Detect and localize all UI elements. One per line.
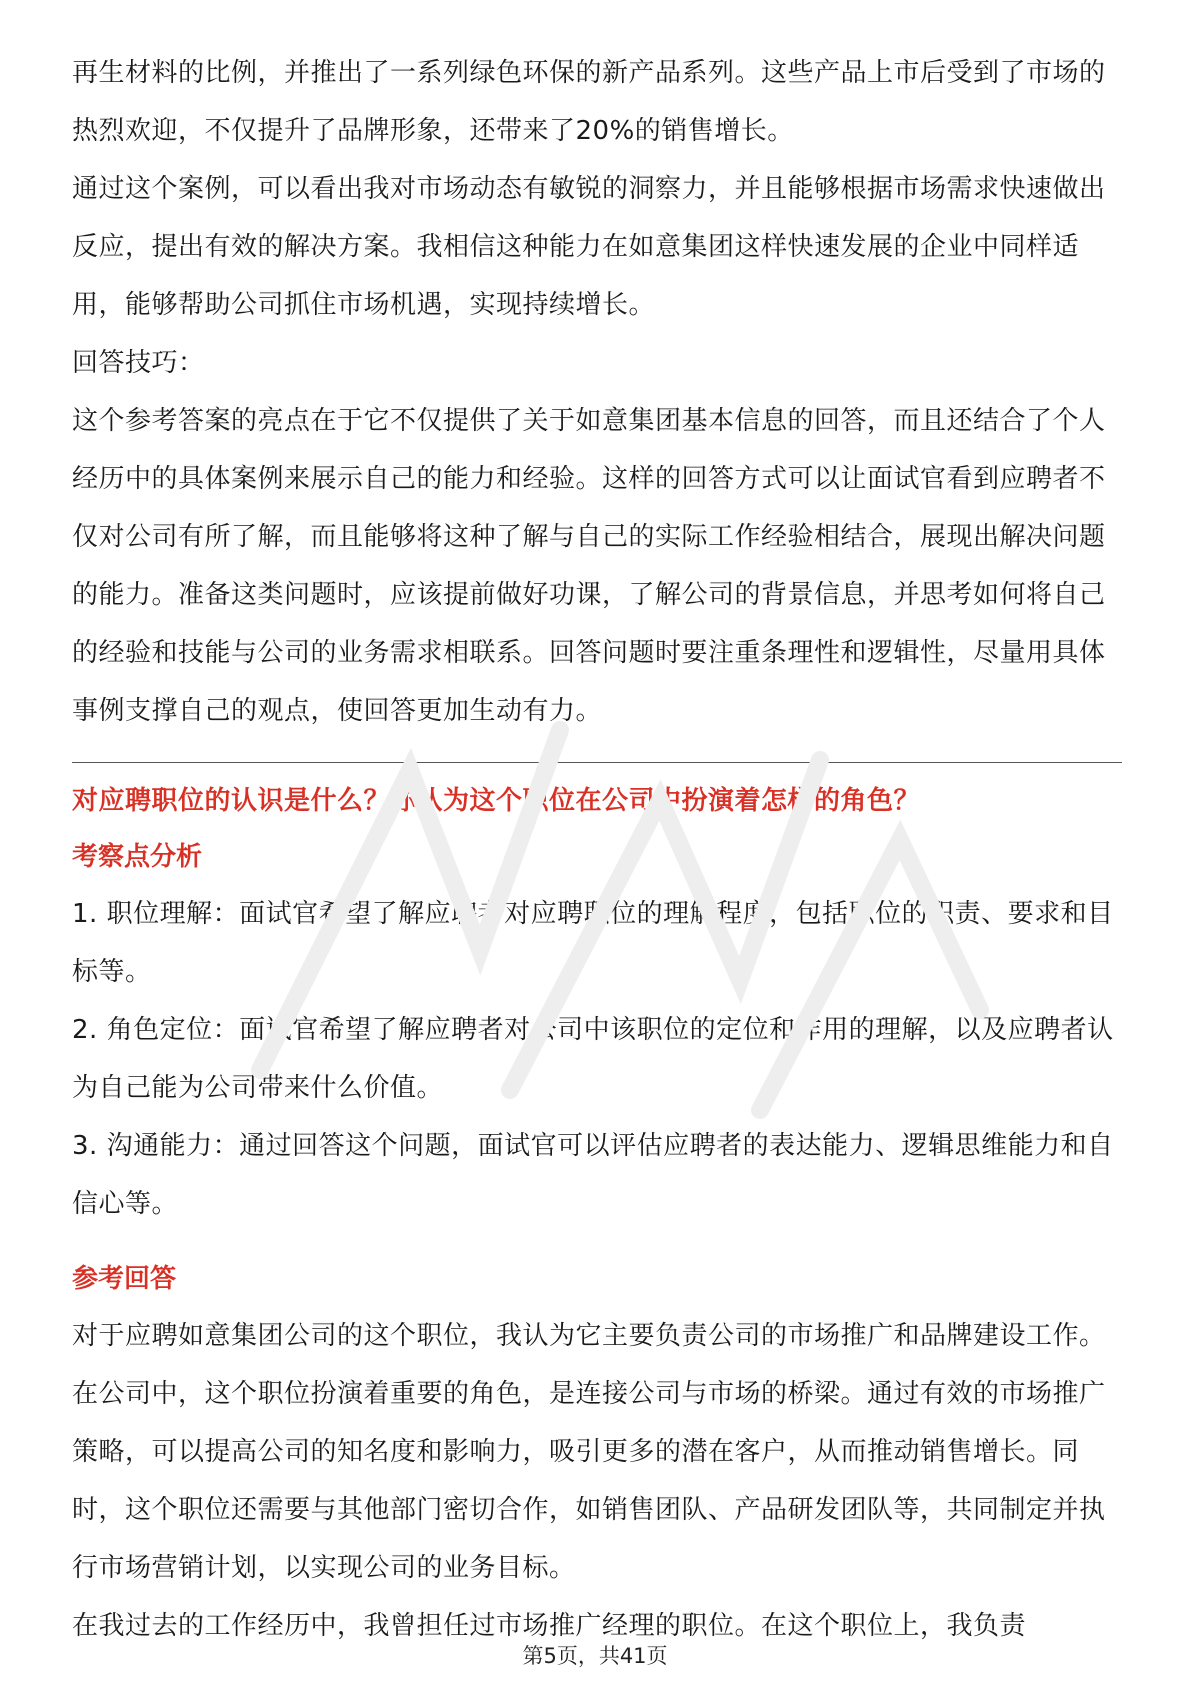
paragraph: 通过这个案例，可以看出我对市场动态有敏锐的洞察力，并且能够根据市场需求快速做出反应，提出有效的解决方案。我相信这种能力在如意集团这样快速发展的企业中同样适用，能够帮助公司抓住市场机遇，实现持续增长。	[72, 174, 1106, 320]
analysis-point: 1. 职位理解：面试官希望了解应聘者对应聘职位的理解程度，包括职位的职责、要求和目标等。	[72, 899, 1114, 987]
paragraph: 再生材料的比例，并推出了一系列绿色环保的新产品系列。这些产品上市后受到了市场的热烈欢迎，不仅提升了品牌形象，还带来了20%的销售增长。	[72, 58, 1106, 146]
page-footer: 第5页，共41页	[522, 1644, 668, 1668]
answer-heading: 参考回答	[72, 1264, 177, 1294]
paragraph: 这个参考答案的亮点在于它不仅提供了关于如意集团基本信息的回答，而且还结合了个人经历中的具体案例来展示自己的能力和经验。这样的回答方式可以让面试官看到应聘者不仅对公司有所了解，而且能够将这种了解与自己的实际工作经验相结合，展现出解决问题的能力。准备这类问题时，应该提前做好功课，了解公司的背景信息，并思考如何将自己的经验和技能与公司的业务需求相联系。回答问题时要注重条理性和逻辑性，尽量用具体事例支撑自己的观点，使回答更加生动有力。	[72, 406, 1106, 726]
question-heading: 对应聘职位的认识是什么？你认为这个职位在公司中扮演着怎样的角色？	[72, 786, 921, 816]
answer-paragraph: 对于应聘如意集团公司的这个职位，我认为它主要负责公司的市场推广和品牌建设工作。在公司中，这个职位扮演着重要的角色，是连接公司与市场的桥梁。通过有效的市场推广策略，可以提高公司的知名度和影响力，吸引更多的潜在客户，从而推动销售增长。同时，这个职位还需要与其他部门密切合作，如销售团队、产品研发团队等，共同制定并执行市场营销计划，以实现公司的业务目标。	[72, 1321, 1106, 1583]
analysis-heading: 考察点分析	[72, 842, 203, 872]
document-body	[72, 44, 1122, 1655]
analysis-point: 3. 沟通能力：通过回答这个问题，面试官可以评估应聘者的表达能力、逻辑思维能力和自信心等。	[72, 1131, 1114, 1219]
analysis-point: 2. 角色定位：面试官希望了解应聘者对公司中该职位的定位和作用的理解，以及应聘者认为自己能为公司带来什么价值。	[72, 1015, 1114, 1103]
answer-tips-label: 回答技巧：	[72, 348, 205, 378]
answer-paragraph: 在我过去的工作经历中，我曾担任过市场推广经理的职位。在这个职位上，我负责	[72, 1611, 1027, 1641]
section-divider	[72, 762, 1122, 763]
